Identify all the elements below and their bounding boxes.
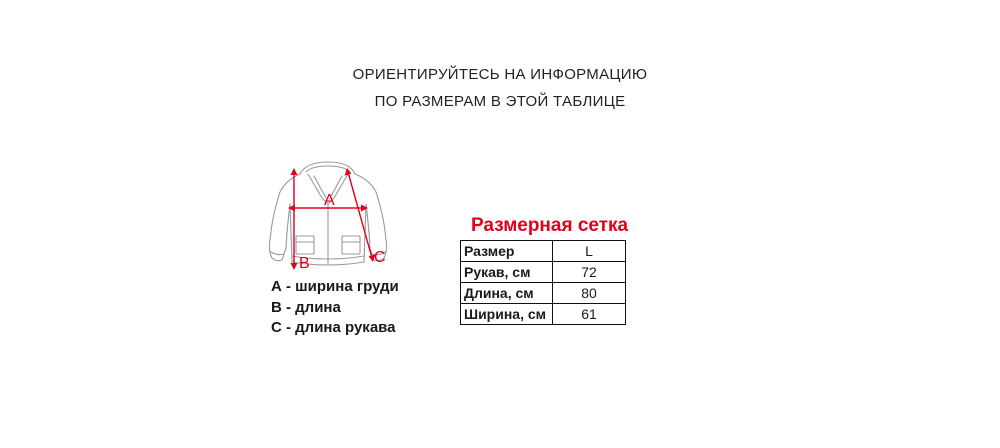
table-row (461, 304, 626, 325)
row-label: Ширина, см (461, 304, 553, 325)
jacket-diagram (262, 158, 397, 276)
table-row (461, 241, 626, 262)
heading-line-1: ОРИЕНТИРУЙТЕСЬ НА ИНФОРМАЦИЮ (352, 66, 648, 83)
table-row (461, 262, 626, 283)
row-value: 72 (553, 262, 626, 283)
label-c: C (374, 249, 386, 266)
row-value: 80 (553, 283, 626, 304)
row-label: Размер (461, 241, 553, 262)
legend (271, 277, 399, 339)
row-label: Рукав, см (461, 262, 553, 283)
legend-item-a: А - ширина груди (271, 278, 399, 295)
row-value: L (553, 241, 626, 262)
label-b: B (299, 255, 310, 272)
size-table (460, 240, 626, 325)
table-row (461, 283, 626, 304)
heading-line-2: ПО РАЗМЕРАМ В ЭТОЙ ТАБЛИЦЕ (374, 93, 626, 110)
legend-item-b: В - длина (271, 298, 341, 316)
row-value: 61 (553, 304, 626, 325)
size-grid-title: Размерная сетка (471, 215, 629, 236)
legend-item-c: С - длина рукава (271, 319, 396, 336)
row-label: Длина, см (461, 283, 553, 304)
label-a: A (324, 192, 335, 209)
